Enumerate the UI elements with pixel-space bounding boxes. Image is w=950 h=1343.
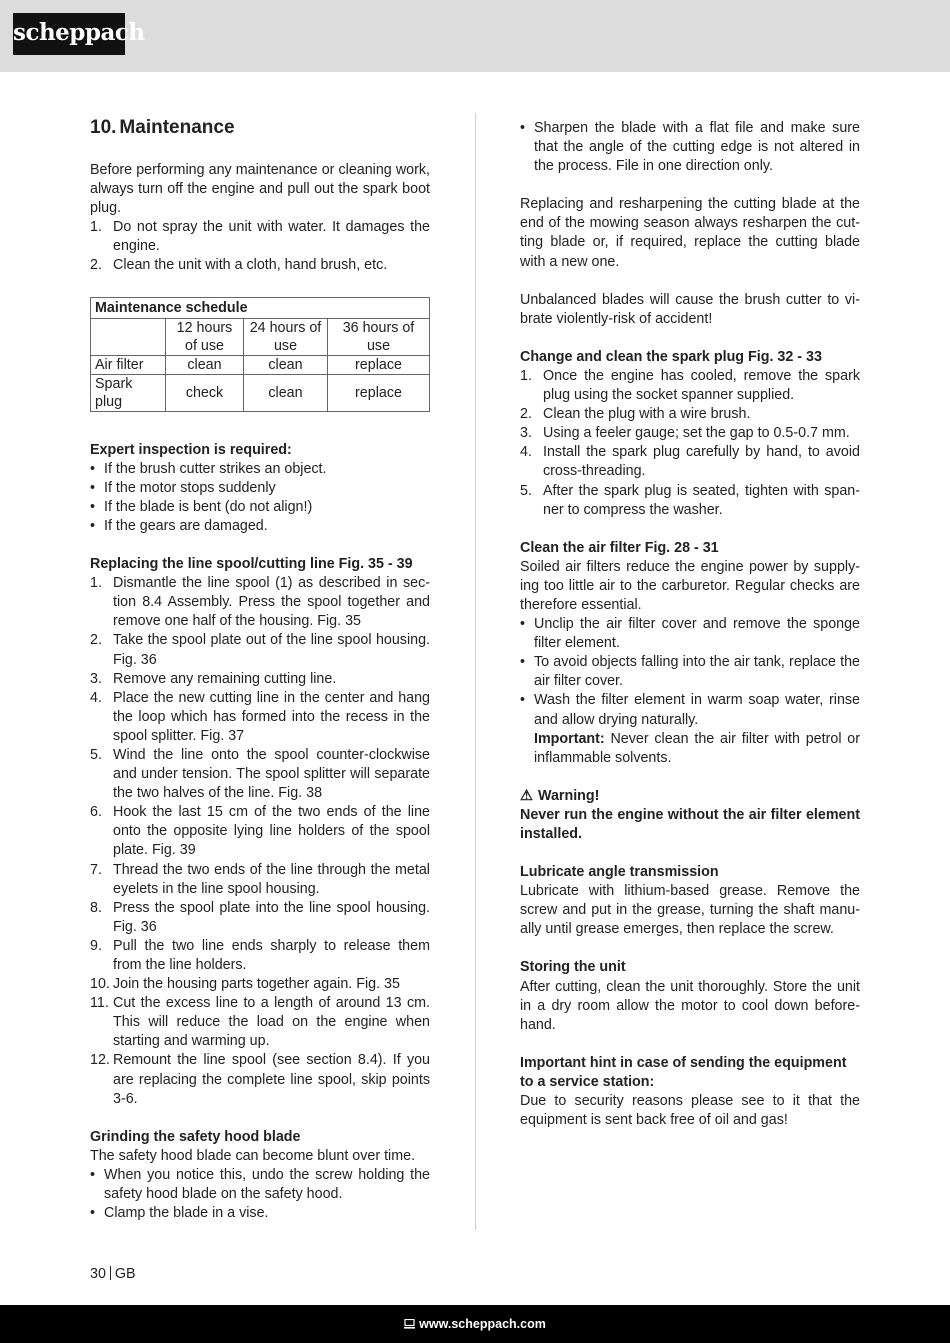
item-number: 7.	[90, 861, 102, 878]
spark-heading: Change and clean the spark plug Fig. 32 - 33	[520, 348, 822, 365]
table-header-cell	[91, 318, 166, 355]
item-text: To avoid objects falling into the air tank, replace the air filter cover.	[534, 654, 860, 690]
computer-icon	[404, 1305, 415, 1343]
table-header-cell: 24 hours of use	[244, 318, 328, 355]
item-text: Once the engine has cooled, remove the spark plug using the socket spanner supplied.	[543, 367, 860, 404]
item-text: Wind the line onto the spool counter-clockwise and under tension. The spool splitter will separate the two halves of the line. Fig. 38	[113, 746, 430, 802]
important-label: Important:	[534, 730, 605, 747]
intro-list	[90, 218, 430, 275]
table-header-row	[91, 318, 430, 355]
table-row	[91, 374, 430, 411]
left-column	[90, 115, 430, 1223]
storing-text: After cutting, clean the unit thoroughly. Store the unit in a dry room allow the motor to cool down beforehand.	[520, 978, 860, 1033]
page-separator	[110, 1266, 111, 1280]
table-cell: check	[166, 374, 244, 411]
sharpen-list	[520, 119, 860, 176]
table-cell: Spark plug	[91, 374, 166, 411]
item-text: Hook the last 15 cm of the two ends of the line onto the opposite lying line holders of the spool plate. Fig. 39	[113, 804, 430, 859]
page-number	[90, 1265, 136, 1284]
table-row	[91, 355, 430, 374]
bullet: •	[90, 517, 96, 534]
item-text: Remove any remaining cutting line.	[113, 670, 337, 687]
item-text: Unclip the air filter cover and remove the sponge filter element.	[534, 616, 860, 652]
list-item	[90, 460, 430, 479]
bullet: •	[520, 616, 526, 633]
item-text: Place the new cutting line in the center and hang the loop which has formed into the recess in the spool splitter. Fig. 37	[113, 689, 430, 744]
item-text: When you notice this, undo the screw holding the safety hood blade on the safety hood.	[104, 1166, 430, 1203]
right-column	[520, 119, 860, 1130]
list-item	[90, 670, 430, 689]
warning-heading	[520, 787, 860, 806]
table-cell: replace	[328, 374, 430, 411]
intro-text: Before performing any maintenance or cleaning work, always turn off the engine and pull out the spark boot plug.	[90, 162, 430, 217]
list-item	[90, 1204, 430, 1223]
item-text: Dismantle the line spool (1) as described in section 8.4 Assembly. Press the spool together and remove one half of the housing. Fig. 35	[113, 575, 430, 630]
item-text: Take the spool plate out of the line spool housing. Fig. 36	[113, 632, 430, 668]
list-item	[90, 861, 430, 899]
item-number: 3.	[90, 670, 102, 687]
table-cell: clean	[244, 374, 328, 411]
list-item	[90, 689, 430, 746]
list-item	[90, 1166, 430, 1204]
item-number: 6.	[90, 804, 102, 821]
warning-text: Never run the engine without the air filter element installed.	[520, 806, 860, 842]
list-item	[90, 574, 430, 631]
list-item	[90, 899, 430, 937]
item-number: 4.	[90, 689, 102, 706]
page-footer	[0, 1305, 950, 1343]
list-item	[90, 975, 430, 994]
list-item	[90, 256, 430, 275]
spool-list	[90, 574, 430, 1109]
expert-heading: Expert inspection is required:	[90, 441, 292, 458]
table-cell: clean	[166, 355, 244, 374]
item-text: Remount the line spool (see section 8.4). If you are replacing the complete line spool, skip points 3-6.	[113, 1052, 430, 1107]
item-number: 8.	[90, 899, 102, 916]
section-title	[90, 115, 430, 141]
item-number: 1.	[90, 575, 102, 592]
table-cell: Air filter	[91, 355, 166, 374]
unbalanced-text: Unbalanced blades will cause the brush cutter to vibrate violently-risk of accident!	[520, 291, 860, 327]
grinding-heading: Grinding the safety hood blade	[90, 1128, 301, 1145]
bullet: •	[90, 479, 96, 496]
spark-list	[520, 367, 860, 520]
list-item	[520, 443, 860, 481]
grinding-text: The safety hood blade can become blunt over time.	[90, 1147, 416, 1164]
item-text: Sharpen the blade with a flat file and make sure that the angle of the cutting edge is not altered in the process. File in one direction only.	[534, 120, 860, 175]
footer-url[interactable]: www.scheppach.com	[419, 1317, 546, 1331]
list-item	[520, 691, 860, 767]
item-text: Do not spray the unit with water. It damages the engine.	[113, 219, 430, 255]
list-item	[90, 803, 430, 860]
air-list	[520, 615, 860, 768]
list-item	[90, 937, 430, 975]
item-number: 3.	[520, 425, 532, 442]
table-cell: replace	[328, 355, 430, 374]
item-number: 2.	[90, 632, 102, 649]
item-text: Press the spool plate into the line spool housing. Fig. 36	[113, 899, 430, 935]
page-language: GB	[114, 1266, 136, 1282]
maintenance-schedule-table	[90, 297, 430, 412]
bullet: •	[520, 654, 526, 671]
column-divider	[475, 113, 476, 1230]
bullet: •	[90, 1205, 96, 1222]
page-header	[0, 0, 950, 72]
item-number: 4.	[520, 444, 532, 461]
list-item	[90, 218, 430, 256]
bullet: •	[520, 120, 526, 136]
table-cell: clean	[244, 355, 328, 374]
item-number: 11.	[90, 995, 109, 1012]
list-item	[520, 424, 860, 443]
item-number: 5.	[90, 746, 102, 763]
item-number: 2.	[90, 257, 102, 274]
item-text: Join the housing parts together again. Fig. 35	[113, 976, 400, 993]
item-number: 10.	[90, 976, 110, 993]
table-title: Maintenance schedule	[91, 297, 430, 318]
warning-icon: ⚠	[520, 787, 533, 804]
air-text: Soiled air filters reduce the engine power by supplying too little air to the carburetor. Regular checks are therefore essential.	[520, 558, 860, 613]
list-item	[90, 1051, 430, 1108]
list-item	[520, 615, 860, 653]
item-text: Pull the two line ends sharply to release them from the line holders.	[113, 937, 430, 973]
hint-text: Due to security reasons please see to it that the equipment is sent back free of oil and gas!	[520, 1093, 860, 1129]
list-item	[520, 482, 860, 520]
bullet: •	[90, 460, 96, 477]
item-number: 1.	[520, 367, 532, 384]
hint-heading: Important hint in case of sending the equipment to a service station:	[520, 1054, 847, 1090]
table-header-cell: 12 hours of use	[166, 318, 244, 355]
item-number: 5.	[520, 482, 532, 499]
grinding-list	[90, 1166, 430, 1223]
item-text: After the spark plug is seated, tighten with spanner to compress the washer.	[543, 482, 860, 518]
lubricate-heading: Lubricate angle transmission	[520, 864, 719, 881]
list-item	[520, 119, 860, 176]
page-number-value: 30	[90, 1266, 106, 1282]
brand-logo: scheppach	[13, 13, 125, 55]
list-item	[520, 405, 860, 424]
item-text: If the brush cutter strikes an object.	[104, 460, 327, 477]
item-number: 9.	[90, 937, 102, 954]
bullet: •	[90, 1166, 96, 1183]
list-item	[90, 517, 430, 536]
list-item	[90, 498, 430, 517]
important-text: Never clean the air filter with petrol or inflammable solvents.	[534, 730, 860, 766]
warning-label: Warning!	[537, 787, 600, 804]
item-text: Clamp the blade in a vise.	[104, 1205, 269, 1222]
item-number: 1.	[90, 219, 102, 236]
item-number: 12.	[90, 1052, 110, 1069]
list-item	[520, 653, 860, 691]
item-text: Cut the excess line to a length of around 13 cm. This will reduce the load on the engine when starting and warming up.	[113, 995, 430, 1050]
storing-heading: Storing the unit	[520, 959, 626, 976]
item-text: Clean the plug with a wire brush.	[543, 406, 751, 423]
list-item	[90, 746, 430, 803]
list-item	[90, 994, 430, 1051]
list-item	[90, 479, 430, 498]
bullet: •	[90, 498, 96, 515]
item-text: Wash the filter element in warm soap water, rinse and allow drying naturally.	[534, 692, 860, 728]
item-text: If the motor stops suddenly	[104, 479, 276, 496]
item-text: If the gears are damaged.	[104, 517, 268, 534]
section-title-text: Maintenance	[119, 117, 235, 138]
list-item	[90, 631, 430, 669]
lubricate-text: Lubricate with lithium-based grease. Remove the screw and put in the grease, turning the shaft manually until grease emerges, then replace the screw.	[520, 883, 860, 938]
table-title-row	[91, 297, 430, 318]
replacing-text: Replacing and resharpening the cutting blade at the end of the mowing season always resharpen the cutting blade or, if required, replace the cutting blade with a new one.	[520, 196, 860, 270]
item-text: Clean the unit with a cloth, hand brush, etc.	[113, 257, 388, 274]
bullet: •	[520, 692, 526, 709]
expert-list	[90, 460, 430, 536]
item-number: 2.	[520, 406, 532, 423]
section-number: 10.	[90, 117, 117, 138]
item-text: If the blade is bent (do not align!)	[104, 498, 313, 515]
table-header-cell: 36 hours of use	[328, 318, 430, 355]
item-text: Using a feeler gauge; set the gap to 0.5-0.7 mm.	[543, 425, 850, 442]
list-item	[520, 367, 860, 405]
item-text: Install the spark plug carefully by hand, to avoid cross-threading.	[543, 444, 860, 480]
item-text: Thread the two ends of the line through the metal eyelets in the line spool housing.	[113, 861, 430, 897]
air-heading: Clean the air filter Fig. 28 - 31	[520, 539, 719, 556]
spool-heading: Replacing the line spool/cutting line Fig. 35 - 39	[90, 556, 413, 573]
